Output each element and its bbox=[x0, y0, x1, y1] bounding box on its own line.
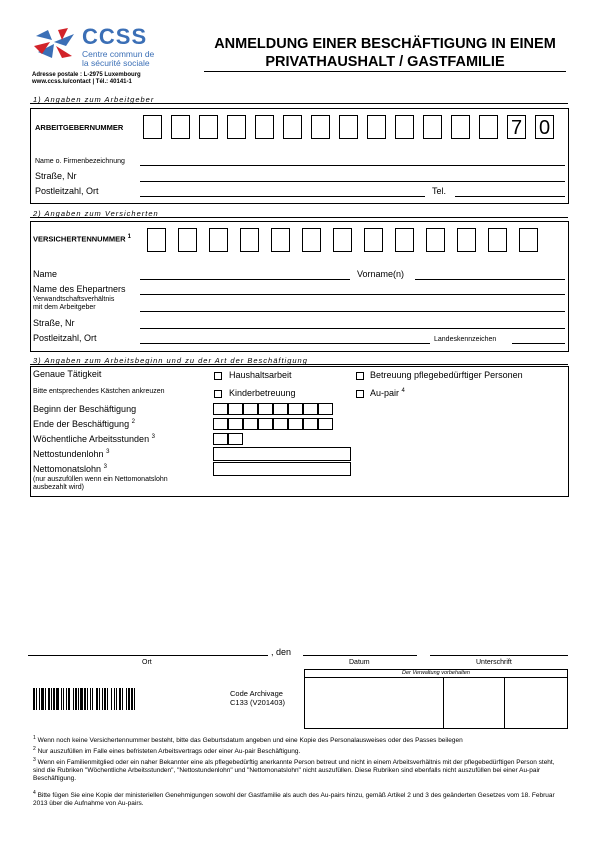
footnote-1-num: 1 bbox=[33, 735, 36, 741]
employer-number-digit[interactable]: 0 bbox=[535, 115, 554, 139]
barcode-bar bbox=[104, 688, 106, 710]
logo-line1: Centre commun de bbox=[82, 49, 155, 59]
barcode-bar bbox=[92, 688, 93, 710]
monthly-wage-label bbox=[33, 464, 107, 474]
barcode-bar bbox=[128, 688, 130, 710]
barcode-bar bbox=[122, 688, 123, 710]
start-date-cell[interactable] bbox=[318, 403, 333, 415]
employer-number-digit[interactable] bbox=[227, 115, 246, 139]
barcode-bar bbox=[87, 688, 88, 710]
barcode-bar bbox=[84, 688, 86, 710]
footnote-1 bbox=[33, 734, 565, 745]
employer-postcode-field[interactable] bbox=[140, 196, 425, 197]
end-date-cell[interactable] bbox=[288, 418, 303, 430]
contact-line: www.ccss.lu/contact | Tél.: 40141-1 bbox=[32, 79, 132, 85]
archive-label-1: Code Archivage bbox=[230, 689, 283, 698]
footnote-1-text: Wenn noch keine Versichertennummer besteht, bitte das Geburtsdatum angeben und eine Kopie des Personalausweises oder des Passes beilegen bbox=[37, 737, 463, 745]
barcode-bar bbox=[78, 688, 79, 710]
end-date-cell[interactable] bbox=[273, 418, 288, 430]
footnote-3 bbox=[33, 756, 565, 783]
barcode-bar bbox=[56, 688, 59, 710]
admin-box bbox=[304, 669, 568, 729]
aupair-text: Au-pair bbox=[370, 388, 400, 398]
tick-hint: Bitte entsprechendes Kästchen ankreuzen bbox=[33, 388, 165, 395]
insured-postcode-field[interactable] bbox=[140, 343, 430, 344]
admin-box-divider-1 bbox=[443, 678, 444, 728]
employer-number-digit[interactable] bbox=[283, 115, 302, 139]
signature-field[interactable] bbox=[430, 655, 568, 656]
weekly-hours-cell[interactable] bbox=[213, 433, 228, 445]
barcode-bar bbox=[61, 688, 62, 710]
barcode-bar bbox=[111, 688, 112, 710]
hourly-wage-text: Nettostundenlohn bbox=[33, 449, 104, 459]
insured-number-footnote: 1 bbox=[127, 234, 131, 240]
employer-postcode-label: Postleitzahl, Ort bbox=[35, 186, 99, 196]
section2-rule bbox=[30, 217, 568, 218]
ccss-logo-mark bbox=[32, 26, 78, 60]
relationship-field[interactable] bbox=[140, 311, 565, 312]
start-date-cell[interactable] bbox=[228, 403, 243, 415]
barcode-bar bbox=[68, 688, 70, 710]
start-date-cell[interactable] bbox=[213, 403, 228, 415]
footnote-2-text: Nur auszufüllen im Falle eines befristeten Arbeitsvertrags oder einer Au-pair Beschäftigung. bbox=[37, 748, 301, 756]
employer-number-digit[interactable] bbox=[255, 115, 274, 139]
employer-number-digit[interactable] bbox=[199, 115, 218, 139]
start-date-cell[interactable] bbox=[258, 403, 273, 415]
childcare-label: Kinderbetreuung bbox=[229, 388, 296, 398]
start-date-cell[interactable] bbox=[288, 403, 303, 415]
employer-number-digit[interactable] bbox=[367, 115, 386, 139]
place-caption: Ort bbox=[142, 659, 152, 666]
employer-number-digit[interactable] bbox=[451, 115, 470, 139]
end-date-text: Ende der Beschäftigung bbox=[33, 419, 130, 429]
household-checkbox[interactable] bbox=[214, 372, 222, 380]
insured-name-label: Name bbox=[33, 269, 58, 279]
employer-number-digit[interactable] bbox=[171, 115, 190, 139]
employer-number-digit[interactable] bbox=[479, 115, 498, 139]
care-checkbox[interactable] bbox=[356, 372, 364, 380]
employer-number-digit[interactable] bbox=[143, 115, 162, 139]
childcare-checkbox[interactable] bbox=[214, 390, 222, 398]
weekly-hours-label bbox=[33, 434, 155, 444]
footnote-3-text: Wenn ein Familienmitglied oder ein naher Bekannter eine als pflegebedürftig anerkannte Person betreut und nicht in einem Arbeitsverhältnis mit der pflegebedürftigen Person steht, sind die Rubriken "Wöchentliche Arbeitsstunden", "Nettostundenlohn" und "Nettomonatslohn" nicht auszufüllen. Diese Rubriken sind ebenfalls nicht auszufüllen bei einer Au-pair Beschäftigung. bbox=[33, 759, 555, 783]
hourly-wage-footnote: 3 bbox=[106, 449, 110, 455]
insured-number-digit[interactable] bbox=[488, 228, 507, 252]
barcode bbox=[33, 688, 209, 710]
weekly-hours-text: Wöchentliche Arbeitsstunden bbox=[33, 434, 150, 444]
barcode-bar bbox=[39, 688, 40, 710]
aupair-label bbox=[370, 388, 405, 398]
insured-number-digit[interactable] bbox=[147, 228, 166, 252]
signature-caption: Unterschrift bbox=[476, 659, 512, 666]
insured-number-digit[interactable] bbox=[178, 228, 197, 252]
monthly-wage-field[interactable] bbox=[213, 462, 351, 476]
insured-number-digit[interactable] bbox=[395, 228, 414, 252]
end-date-cell[interactable] bbox=[213, 418, 228, 430]
spouse-name-field[interactable] bbox=[140, 294, 565, 295]
barcode-bar bbox=[53, 688, 55, 710]
insured-postcode-label: Postleitzahl, Ort bbox=[33, 333, 97, 343]
employer-number-digit[interactable] bbox=[311, 115, 330, 139]
barcode-bar bbox=[48, 688, 50, 710]
activity-label: Genaue Tätigkeit bbox=[33, 369, 102, 379]
monthly-wage-note-1: (nur auszufüllen wenn ein Nettomonatslohn bbox=[33, 476, 168, 483]
end-date-cell[interactable] bbox=[318, 418, 333, 430]
end-date-cell[interactable] bbox=[243, 418, 258, 430]
barcode-bar bbox=[99, 688, 100, 710]
barcode-bar bbox=[73, 688, 74, 710]
barcode-bar bbox=[134, 688, 135, 710]
date-field[interactable] bbox=[303, 655, 417, 656]
weekly-hours-footnote: 3 bbox=[151, 434, 155, 440]
end-date-cell[interactable] bbox=[258, 418, 273, 430]
spouse-name-label: Name des Ehepartners bbox=[33, 284, 126, 294]
place-field[interactable] bbox=[28, 655, 268, 656]
monthly-wage-footnote: 3 bbox=[103, 464, 107, 470]
barcode-bar bbox=[119, 688, 121, 710]
insured-number-text: VERSICHERTENNUMMER bbox=[33, 234, 126, 244]
ccss-logo bbox=[32, 26, 162, 76]
employer-tel-field[interactable] bbox=[455, 196, 565, 197]
start-date-cell[interactable] bbox=[273, 403, 288, 415]
end-date-label bbox=[33, 419, 135, 429]
insured-number-digit[interactable] bbox=[302, 228, 321, 252]
barcode-bar bbox=[107, 688, 108, 710]
country-code-label: Landeskennzeichen bbox=[434, 336, 497, 343]
relationship-label-1: Verwandtschaftsverhältnis bbox=[33, 296, 115, 303]
aupair-footnote: 4 bbox=[401, 388, 405, 394]
aupair-checkbox[interactable] bbox=[356, 390, 364, 398]
monthly-wage-text: Nettomonatslohn bbox=[33, 464, 102, 474]
footnote-2-num: 2 bbox=[33, 746, 36, 752]
section3-heading: 3) Angaben zum Arbeitsbeginn und zu der Art der Beschäftigung bbox=[33, 356, 308, 365]
barcode-bar bbox=[102, 688, 103, 710]
title-line1: ANMELDUNG EINER BESCHÄFTIGUNG IN EINEM bbox=[214, 36, 556, 52]
barcode-bar bbox=[131, 688, 133, 710]
barcode-bar bbox=[80, 688, 83, 710]
insured-number-digit[interactable] bbox=[519, 228, 538, 252]
household-label: Haushaltsarbeit bbox=[229, 370, 292, 380]
employer-number-digit[interactable] bbox=[395, 115, 414, 139]
insured-street-field[interactable] bbox=[140, 328, 565, 329]
footnote-4-text: Bitte fügen Sie eine Kopie der ministeriellen Genehmigungen sowohl der Gastfamilie als auch des Au-pairs hinzu, gemäß Artikel 2 und 3 des geänderten Gesetzes vom 18. Februar 2013 über die Aufnahme von Au-pairs. bbox=[33, 792, 555, 808]
start-date-label: Beginn der Beschäftigung bbox=[33, 404, 137, 414]
barcode-bar bbox=[90, 688, 91, 710]
insured-number-digit[interactable] bbox=[364, 228, 383, 252]
admin-reserved-label: Der Verwaltung vorbehalten bbox=[402, 670, 470, 676]
section1-heading: 1) Angaben zum Arbeitgeber bbox=[33, 95, 155, 104]
employer-street-label: Straße, Nr bbox=[35, 171, 77, 181]
logo-brand: CCSS bbox=[82, 24, 148, 49]
employer-name-label: Name o. Firmenbezeichnung bbox=[35, 158, 125, 165]
care-label: Betreuung pflegebedürftiger Personen bbox=[370, 370, 523, 380]
insured-number-digit[interactable] bbox=[240, 228, 259, 252]
end-date-cell[interactable] bbox=[228, 418, 243, 430]
hourly-wage-field[interactable] bbox=[213, 447, 351, 461]
employer-tel-label: Tel. bbox=[432, 186, 447, 196]
footnote-4 bbox=[33, 789, 565, 808]
insured-number-digit[interactable] bbox=[426, 228, 445, 252]
footnote-2 bbox=[33, 745, 565, 756]
insured-number-label bbox=[33, 234, 131, 244]
employer-name-field[interactable] bbox=[140, 165, 565, 166]
postal-address: Adresse postale : L-2975 Luxembourg bbox=[32, 72, 141, 78]
employer-number-digit[interactable] bbox=[423, 115, 442, 139]
end-date-cell[interactable] bbox=[303, 418, 318, 430]
title-underline bbox=[204, 71, 566, 72]
insured-firstname-label: Vorname(n) bbox=[357, 269, 405, 279]
barcode-bar bbox=[75, 688, 77, 710]
page-title bbox=[204, 35, 566, 71]
start-date-cell[interactable] bbox=[243, 403, 258, 415]
section3-rule bbox=[30, 364, 568, 365]
footnote-4-num: 4 bbox=[33, 790, 36, 796]
insured-name-field[interactable] bbox=[140, 279, 350, 280]
barcode-bar bbox=[63, 688, 64, 710]
end-date-footnote: 2 bbox=[131, 419, 135, 425]
barcode-bar bbox=[96, 688, 98, 710]
barcode-bar bbox=[66, 688, 67, 710]
insured-number-digit[interactable] bbox=[457, 228, 476, 252]
insured-number-digit[interactable] bbox=[271, 228, 290, 252]
employer-street-field[interactable] bbox=[140, 181, 565, 182]
employer-number-digit[interactable]: 7 bbox=[507, 115, 526, 139]
barcode-bar bbox=[126, 688, 127, 710]
barcode-bar bbox=[41, 688, 44, 710]
den-label: , den bbox=[271, 647, 292, 657]
date-caption: Datum bbox=[349, 659, 370, 666]
barcode-bar bbox=[116, 688, 117, 710]
relationship-label-2: mit dem Arbeitgeber bbox=[33, 304, 96, 311]
insured-number-digit[interactable] bbox=[333, 228, 352, 252]
barcode-bar bbox=[45, 688, 46, 710]
insured-street-label: Straße, Nr bbox=[33, 318, 75, 328]
title-line2: PRIVATHAUSHALT / GASTFAMILIE bbox=[265, 54, 505, 70]
weekly-hours-cell[interactable] bbox=[228, 433, 243, 445]
barcode-bar bbox=[33, 688, 35, 710]
monthly-wage-note-2: ausbezahlt wird) bbox=[33, 484, 84, 491]
logo-line2: la sécurité sociale bbox=[82, 58, 150, 68]
barcode-bar bbox=[51, 688, 52, 710]
start-date-cell[interactable] bbox=[303, 403, 318, 415]
country-code-field[interactable] bbox=[512, 343, 565, 344]
admin-box-divider-2 bbox=[504, 678, 505, 728]
admin-box-rule bbox=[305, 677, 567, 678]
section1-rule bbox=[30, 103, 568, 104]
employer-number-label: ARBEITGEBERNUMMER bbox=[35, 123, 124, 132]
footnote-3-num: 3 bbox=[33, 757, 36, 763]
barcode-bar bbox=[36, 688, 37, 710]
employer-number-digit[interactable] bbox=[339, 115, 358, 139]
insured-firstname-field[interactable] bbox=[415, 279, 565, 280]
barcode-bar bbox=[114, 688, 115, 710]
archive-label-2: C133 (V201403) bbox=[230, 698, 286, 707]
hourly-wage-label bbox=[33, 449, 109, 459]
section2-heading: 2) Angaben zum Versicherten bbox=[33, 209, 159, 218]
insured-number-digit[interactable] bbox=[209, 228, 228, 252]
